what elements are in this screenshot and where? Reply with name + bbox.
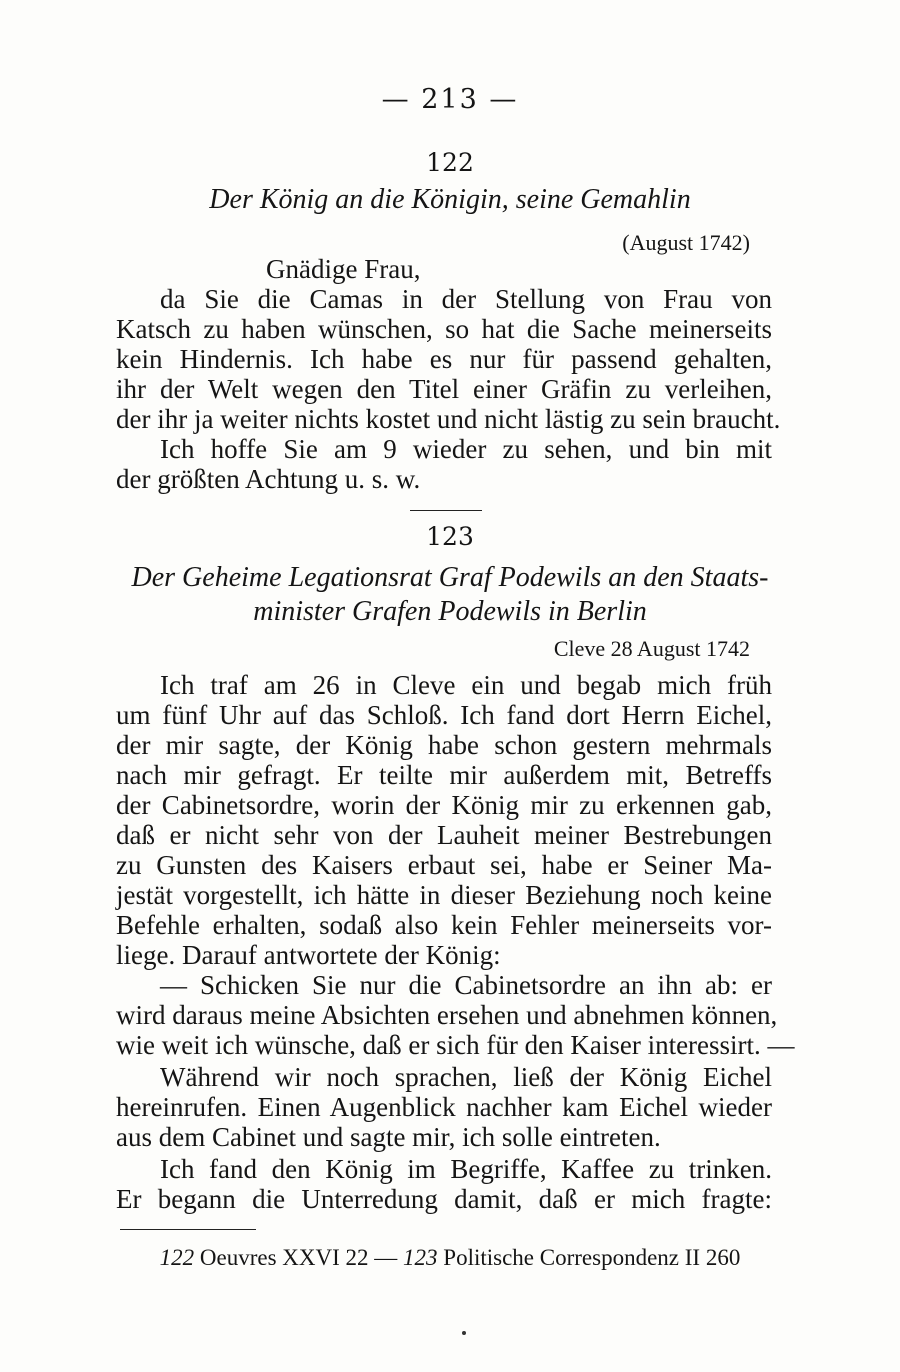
letter-122-line: Katsch zu haben wünschen, so hat die Sache meinerseits xyxy=(116,314,772,344)
letter-122-line: kein Hindernis. Ich habe es nur für passend gehalten, xyxy=(116,344,772,374)
letter-122-line: da Sie die Camas in der Stellung von Frau von xyxy=(160,284,772,314)
letter-123-line: Während wir noch sprachen, ließ der König Eichel xyxy=(160,1062,772,1092)
letter-123-line: Befehle erhalten, sodaß also kein Fehler meinerseits vor- xyxy=(116,910,772,940)
page-speck xyxy=(462,1331,466,1335)
page-number: — 213 — xyxy=(381,84,519,115)
letter-123-title-line2: minister Grafen Podewils in Berlin xyxy=(253,596,647,627)
footnote-rule xyxy=(120,1229,256,1230)
letter-123-line: Er begann die Unterredung damit, daß er mich fragte: xyxy=(116,1184,772,1214)
letter-122-title: Der König an die Königin, seine Gemahlin xyxy=(209,184,691,215)
letter-123-line: wie weit ich wünsche, daß er sich für den Kaiser interessirt. — xyxy=(116,1030,795,1060)
letter-122-line: der ihr ja weiter nichts kostet und nicht lästig zu sein braucht. xyxy=(116,404,781,434)
letter-123-number: 123 xyxy=(426,522,474,551)
letter-123-line: der mir sagte, der König habe schon gestern mehrmals xyxy=(116,730,772,760)
letter-123-title-line1: Der Geheime Legationsrat Graf Podewils an den Staats- xyxy=(131,562,769,593)
letter-123-line: daß er nicht sehr von der Lauheit meiner Bestrebungen xyxy=(116,820,772,850)
letter-123-line: hereinrufen. Einen Augenblick nachher kam Eichel wieder xyxy=(116,1092,772,1122)
letter-122-number: 122 xyxy=(426,148,474,177)
letter-123-line: Ich traf am 26 in Cleve ein und begab mich früh xyxy=(160,670,772,700)
footnote-ref-123: 123 xyxy=(403,1245,438,1270)
footnote xyxy=(0,1245,900,1271)
letter-122-line: ihr der Welt wegen den Titel einer Gräfin zu verleihen, xyxy=(116,374,772,404)
letter-123-line: Ich fand den König im Begriffe, Kaffee zu trinken. xyxy=(160,1154,772,1184)
letter-123-line: der Cabinetsordre, worin der König mir zu erkennen gab, xyxy=(116,790,772,820)
letter-123-line: aus dem Cabinet und sagte mir, ich solle eintreten. xyxy=(116,1122,661,1152)
letter-123-line: zu Gunsten des Kaisers erbaut sei, habe er Seiner Ma- xyxy=(116,850,772,880)
letter-122-line: Ich hoffe Sie am 9 wieder zu sehen, und bin mit xyxy=(160,434,772,464)
footnote-ref-122: 122 xyxy=(159,1245,195,1270)
letter-123-line: nach mir gefragt. Er teilte mir außerdem mit, Betreffs xyxy=(116,760,772,790)
letter-123-line: liege. Darauf antwortete der König: xyxy=(116,940,501,970)
footnote-source-123: Politische Correspondenz II 260 xyxy=(443,1245,741,1270)
letter-123-line: — Schicken Sie nur die Cabinetsordre an ihn ab: er xyxy=(160,970,772,1000)
footnote-source-122: Oeuvres XXVI 22 — xyxy=(199,1245,398,1270)
letter-123-line: um fünf Uhr auf das Schloß. Ich fand dort Herrn Eichel, xyxy=(116,700,772,730)
letter-122-line: der größten Achtung u. s. w. xyxy=(116,464,421,494)
letter-122-date: (August 1742) xyxy=(622,230,750,255)
letter-122-salutation: Gnädige Frau, xyxy=(266,254,421,284)
letter-123-line: jestät vorgestellt, ich hätte in dieser Beziehung noch keine xyxy=(116,880,772,910)
letter-123-date: Cleve 28 August 1742 xyxy=(553,636,750,661)
section-divider xyxy=(410,510,482,511)
letter-123-line: wird daraus meine Absichten ersehen und abnehmen können, xyxy=(116,1000,778,1030)
